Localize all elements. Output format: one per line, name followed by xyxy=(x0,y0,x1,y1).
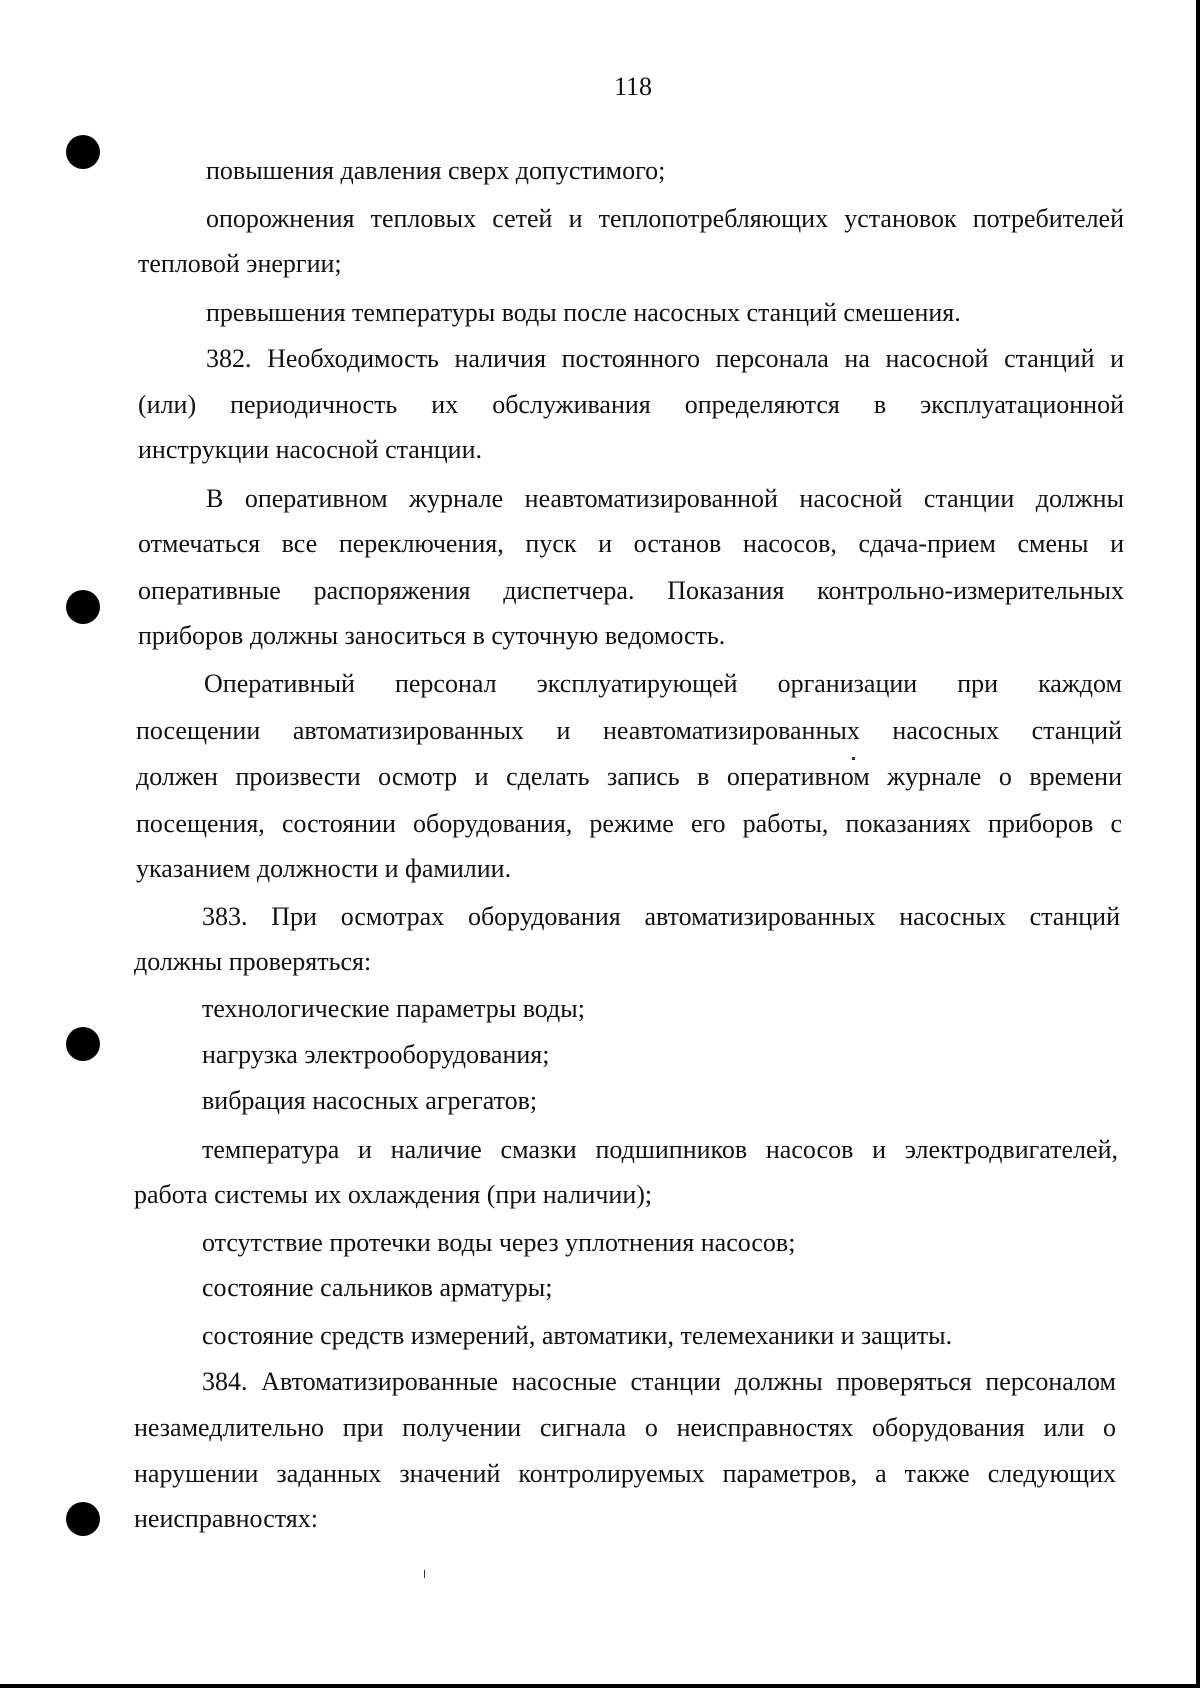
text-line: нарушении заданных значений контролируемых параметров, а также следующих xyxy=(134,1459,1116,1488)
punch-hole xyxy=(66,590,100,624)
scan-speck xyxy=(424,1570,425,1578)
text-line: технологические параметры воды; xyxy=(202,994,585,1023)
text-line: инструкции насосной станции. xyxy=(138,435,483,464)
text-line: превышения температуры воды после насосных станций смешения. xyxy=(206,298,961,327)
text-line: приборов должны заноситься в суточную ведомость. xyxy=(138,621,726,650)
text-line: отмечаться все переключения, пуск и останов насосов, сдача-прием смены и xyxy=(138,529,1124,558)
text-line: вибрация насосных агрегатов; xyxy=(202,1086,538,1115)
text-line: опорожнения тепловых сетей и теплопотребляющих установок потребителей xyxy=(206,204,1124,233)
punch-hole xyxy=(66,135,100,169)
text-line: неисправностях: xyxy=(134,1504,318,1533)
text-line: тепловой энергии; xyxy=(138,249,342,278)
text-line: повышения давления сверх допустимого; xyxy=(206,156,666,185)
text-line: нагрузка электрооборудования; xyxy=(202,1040,550,1069)
text-line: В оперативном журнале неавтоматизированной насосной станции должны xyxy=(206,484,1124,513)
scan-speck xyxy=(852,757,855,760)
text-line: 383. При осмотрах оборудования автоматизированных насосных станций xyxy=(202,902,1120,931)
punch-hole xyxy=(66,1027,100,1061)
text-line: работа системы их охлаждения (при наличии); xyxy=(134,1180,653,1209)
page-number: 118 xyxy=(613,72,653,101)
text-line: незамедлительно при получении сигнала о неисправностях оборудования или о xyxy=(134,1413,1116,1442)
punch-hole xyxy=(66,1502,100,1536)
text-line: посещении автоматизированных и неавтоматизированных насосных станций xyxy=(136,716,1122,745)
text-line: отсутствие протечки воды через уплотнения насосов; xyxy=(202,1228,796,1257)
text-line: (или) периодичность их обслуживания определяются в эксплуатационной xyxy=(138,390,1124,419)
text-line: Оперативный персонал эксплуатирующей организации при каждом xyxy=(204,669,1122,698)
text-line: оперативные распоряжения диспетчера. Показания контрольно-измерительных xyxy=(138,576,1124,605)
text-line: температура и наличие смазки подшипников насосов и электродвигателей, xyxy=(202,1135,1118,1164)
text-line: должны проверяться: xyxy=(134,947,372,976)
text-line: состояние средств измерений, автоматики, телемеханики и защиты. xyxy=(202,1321,953,1350)
text-line: 384. Автоматизированные насосные станции должны проверяться персоналом xyxy=(202,1367,1116,1396)
text-line: посещения, состоянии оборудования, режиме его работы, показаниях приборов с xyxy=(136,809,1122,838)
text-line: 382. Необходимость наличия постоянного персонала на насосной станций и xyxy=(206,344,1124,373)
text-line: должен произвести осмотр и сделать запись в оперативном журнале о времени xyxy=(136,762,1122,791)
text-line: состояние сальников арматуры; xyxy=(202,1273,553,1302)
text-line: указанием должности и фамилии. xyxy=(136,854,512,883)
